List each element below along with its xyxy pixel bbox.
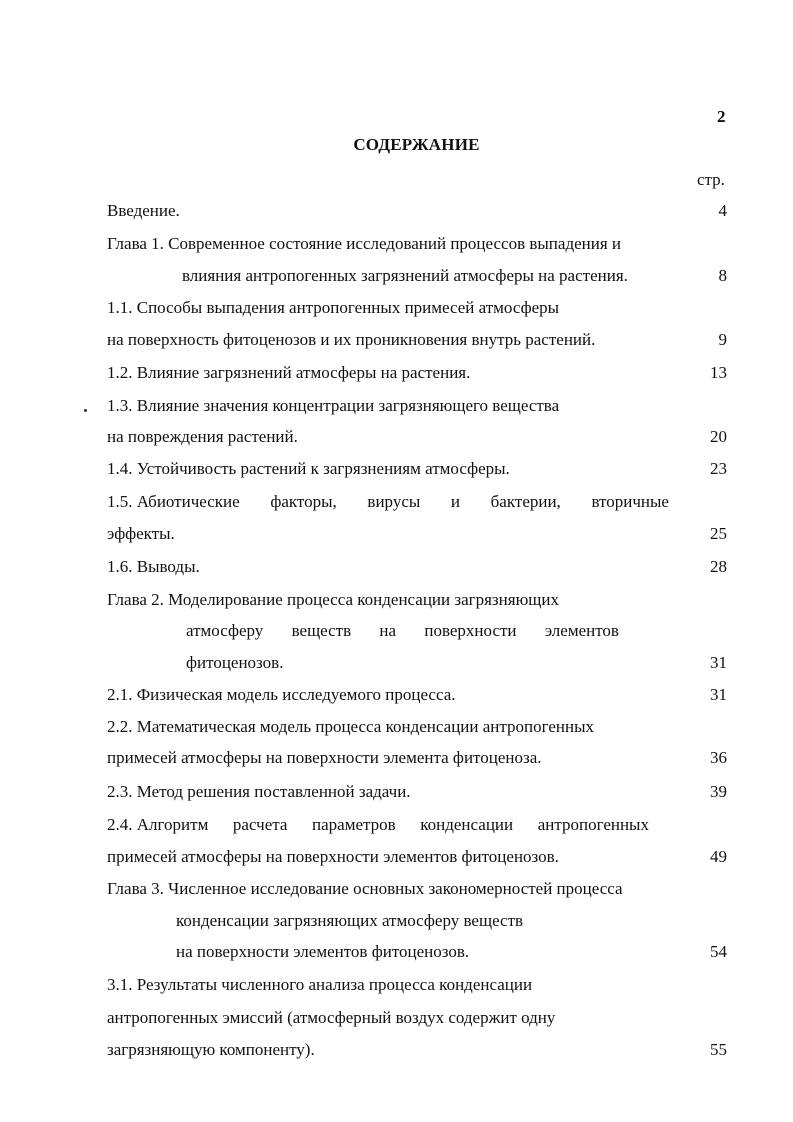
toc-entry-title: Введение. <box>107 201 180 220</box>
toc-entry-word: 1.5. Абиотические <box>107 492 240 511</box>
toc-entry <box>0 328 793 352</box>
toc-entry <box>0 746 793 770</box>
toc-entry-title: 1.6. Выводы. <box>107 557 200 576</box>
toc-entry <box>0 199 793 223</box>
toc-entry <box>0 1038 793 1062</box>
toc-entry <box>0 588 793 612</box>
toc-entry <box>0 651 793 675</box>
toc-entry-word: вторичные <box>591 492 669 511</box>
toc-entry-page: 28 <box>710 557 727 576</box>
toc-entry-title: на поверхности элементов фитоценозов. <box>176 942 470 961</box>
toc-entry-page: 23 <box>710 459 727 478</box>
toc-entry <box>0 715 793 739</box>
toc-entry-title <box>107 813 649 837</box>
toc-entry-title: фитоценозов. <box>186 653 284 672</box>
toc-entry-title: эффекты. <box>107 524 175 543</box>
toc-entry-word: поверхности <box>424 621 517 640</box>
toc-entry-title: влияния антропогенных загрязнений атмосферы на растения. <box>182 266 628 285</box>
toc-entry <box>0 780 793 804</box>
toc-entry <box>0 845 793 869</box>
toc-entry-title <box>186 619 619 643</box>
toc-entry-title: конденсации загрязняющих атмосферу веществ <box>176 911 524 930</box>
page-number: 2 <box>717 107 726 126</box>
toc-entry-word: и <box>450 492 461 511</box>
toc-entry-word: антропогенных <box>537 815 649 834</box>
toc-entry <box>0 522 793 546</box>
toc-entry-word: факторы, <box>270 492 337 511</box>
toc-entry-word: вирусы <box>367 492 421 511</box>
toc-entry-title: Глава 3. Численное исследование основных закономерностей процесса <box>107 879 623 898</box>
toc-entry <box>0 425 793 449</box>
toc-entry-page: 25 <box>710 524 727 543</box>
toc-entry-page: 55 <box>710 1040 727 1059</box>
toc-entry <box>0 973 793 997</box>
toc-entry <box>0 619 793 643</box>
toc-entry <box>0 909 793 933</box>
toc-entry-title: 2.2. Математическая модель процесса конденсации антропогенных <box>107 717 595 736</box>
toc-entry-page: 20 <box>710 427 727 446</box>
toc-entry <box>0 361 793 385</box>
toc-entry-title: Глава 1. Современное состояние исследований процессов выпадения и <box>107 234 622 253</box>
toc-entry-word: элементов <box>544 621 619 640</box>
toc-entry-word: на <box>379 621 397 640</box>
toc-entry-title: на поверхность фитоценозов и их проникновения внутрь растений. <box>107 330 596 349</box>
toc-entry-title: 1.1. Способы выпадения антропогенных примесей атмосферы <box>107 298 560 317</box>
toc-entry <box>0 457 793 481</box>
toc-entry-page: 9 <box>718 330 727 349</box>
toc-entry <box>0 813 793 837</box>
toc-entry-page: 49 <box>710 847 727 866</box>
toc-entry <box>0 394 793 418</box>
toc-entry-word: бактерии, <box>490 492 561 511</box>
toc-entry-title: Глава 2. Моделирование процесса конденсации загрязняющих <box>107 590 559 609</box>
toc-entry-word: веществ <box>291 621 352 640</box>
toc-entry-page: 31 <box>710 653 727 672</box>
toc-entry-page: 36 <box>710 748 727 767</box>
toc-entry-page: 54 <box>710 942 727 961</box>
toc-entry <box>0 264 793 288</box>
toc-entry-title: примесей атмосферы на поверхности элемента фитоценоза. <box>107 748 542 767</box>
toc-entry-title: 1.3. Влияние значения концентрации загрязняющего вещества <box>107 396 560 415</box>
toc-heading: СОДЕРЖАНИЕ <box>353 135 480 154</box>
toc-entry-word: 2.4. Алгоритм <box>107 815 209 834</box>
toc-entry-title: 2.1. Физическая модель исследуемого процесса. <box>107 685 456 704</box>
toc-entry-page: 31 <box>710 685 727 704</box>
toc-entry-page: 13 <box>710 363 727 382</box>
toc-entry <box>0 555 793 579</box>
toc-entry <box>0 877 793 901</box>
toc-entry <box>0 232 793 256</box>
toc-entry-word: расчета <box>232 815 288 834</box>
toc-entry <box>0 1006 793 1030</box>
page-column-label: стр. <box>697 170 725 189</box>
toc-entry-title: 1.2. Влияние загрязнений атмосферы на растения. <box>107 363 471 382</box>
toc-entry-word: параметров <box>312 815 396 834</box>
toc-entry-page: 4 <box>718 201 727 220</box>
toc-entry-title: загрязняющую компоненту). <box>107 1040 315 1059</box>
toc-entry-title: 2.3. Метод решения поставленной задачи. <box>107 782 411 801</box>
toc-entry-title: антропогенных эмиссий (атмосферный воздух содержит одну <box>107 1008 556 1027</box>
toc-entry-word: конденсации <box>420 815 514 834</box>
toc-entry-title: 1.4. Устойчивость растений к загрязнениям атмосферы. <box>107 459 510 478</box>
toc-entry-word: атмосферу <box>186 621 264 640</box>
toc-entry <box>0 490 793 514</box>
toc-entry <box>0 296 793 320</box>
toc-entry-page: 39 <box>710 782 727 801</box>
toc-entry-title: 3.1. Результаты численного анализа процесса конденсации <box>107 975 533 994</box>
toc-entry-title: примесей атмосферы на поверхности элементов фитоценозов. <box>107 847 559 866</box>
toc-entry-title <box>107 490 669 514</box>
toc-entry <box>0 683 793 707</box>
toc-entry-page: 8 <box>718 266 727 285</box>
toc-entry-title: на повреждения растений. <box>107 427 298 446</box>
toc-entry <box>0 940 793 964</box>
